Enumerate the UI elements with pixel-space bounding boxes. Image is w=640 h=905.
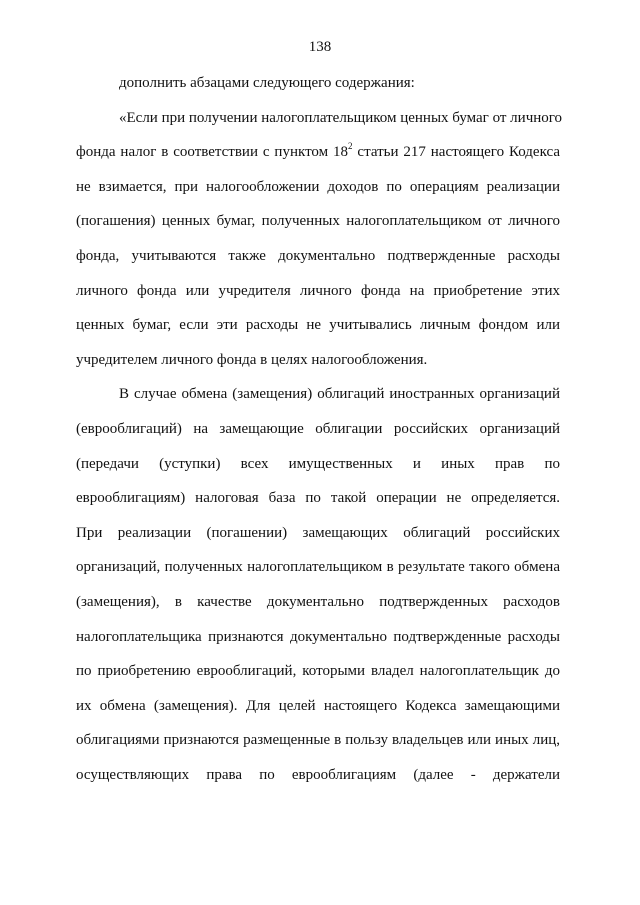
paragraph-1-line-5: фонда, учитываются также документально подтвержденные расходы [76, 247, 560, 264]
lead-line: дополнить абзацами следующего содержания: [119, 75, 415, 91]
paragraph-2-line-3: (передачи (уступки) всех имущественных и иных прав по [76, 455, 560, 472]
paragraph-2-line-10: их обмена (замещения). Для целей настоящего Кодекса замещающими [76, 697, 560, 714]
paragraph-2 [76, 377, 560, 792]
paragraph-1-line-2-start: фонда налог в соответствии с пунктом 18 [76, 144, 349, 161]
paragraph-2-line-11: облигациями признаются размещенные в пользу владельцев или иных лиц, [76, 732, 560, 749]
paragraph-2-line-8: налогоплательщика признаются документально подтвержденные расходы [76, 628, 560, 645]
document-body [76, 66, 563, 792]
paragraph-2-line-9: по приобретению еврооблигаций, которыми владел налогоплательщик до [76, 663, 560, 680]
superscript-2: 2 [348, 141, 353, 152]
paragraph-1-line-3: не взимается, при налогообложении доходов по операциям реализации [76, 178, 560, 195]
paragraph-1-line-2-end: статьи 217 настоящего Кодекса [352, 144, 560, 161]
paragraph-2-line-6: организаций, полученных налогоплательщиком в результате такого обмена [76, 559, 560, 576]
paragraph-1-line-4: (погашения) ценных бумаг, полученных налогоплательщиком от личного [76, 213, 560, 230]
paragraph-2-line-2: (еврооблигаций) на замещающие облигации российских организаций [76, 420, 560, 437]
paragraph-1-line-2 [76, 135, 560, 170]
paragraph-2-line-12: осуществляющих права по еврооблигациям (далее - держатели [76, 766, 560, 783]
paragraph-1-line-1: «Если при получении налогоплательщиком ценных бумаг от личного [119, 109, 563, 126]
paragraph-2-line-5: При реализации (погашении) замещающих облигаций российских [76, 524, 560, 541]
page-number: 138 [308, 39, 332, 55]
paragraph-2-line-1: В случае обмена (замещения) облигаций иностранных организаций [119, 386, 560, 403]
paragraph-2-line-7: (замещения), в качестве документально подтвержденных расходов [76, 593, 560, 610]
paragraph-1-line-7: ценных бумаг, если эти расходы не учитывались личным фондом или [76, 317, 560, 334]
paragraph-1 [76, 101, 563, 378]
paragraph-1-line-6: личного фонда или учредителя личного фонда на приобретение этих [76, 282, 560, 299]
paragraph-2-line-4: еврооблигациям) налоговая база по такой операции не определяется. [76, 490, 560, 507]
paragraph-1-line-8: учредителем личного фонда в целях налогообложения. [76, 351, 428, 368]
